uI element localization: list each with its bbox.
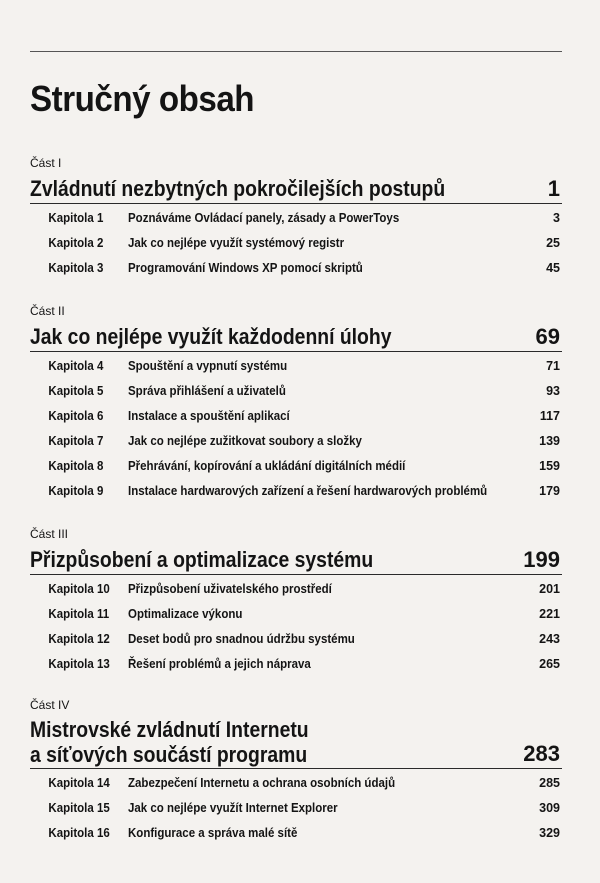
chapter-title: Konfigurace a správa malé sítě: [128, 826, 298, 841]
chapter-row: [30, 607, 562, 632]
chapter-row: [30, 434, 562, 459]
chapter-row: [30, 384, 562, 409]
chapter-list: [30, 582, 562, 682]
chapter-page: 265: [539, 657, 560, 671]
part-heading: [30, 547, 562, 575]
chapter-list: [30, 359, 562, 509]
part-2: [30, 304, 562, 509]
chapter-title: Jak co nejlépe využít Internet Explorer: [128, 801, 338, 816]
chapter-title: Deset bodů pro snadnou údržbu systému: [128, 632, 355, 646]
chapter-title: Jak co nejlépe využít systémový registr: [128, 236, 345, 250]
chapter-page: 159: [539, 459, 560, 473]
chapter-page: 243: [539, 632, 560, 646]
chapter-page: 139: [539, 434, 560, 448]
chapter-page: 45: [546, 261, 560, 275]
chapter-row: [30, 801, 562, 826]
chapter-title: Instalace a spouštění aplikací: [128, 409, 290, 423]
chapter-title: Spouštění a vypnutí systému: [128, 359, 288, 373]
chapter-row: [30, 484, 562, 509]
top-rule: [30, 51, 562, 52]
chapter-number: Kapitola 15: [48, 801, 110, 816]
chapter-row: [30, 409, 562, 434]
chapter-row: [30, 776, 562, 801]
part-page-number: 199: [523, 547, 560, 572]
part-title-line: Přizpůsobení a optimalizace systému: [30, 547, 374, 573]
page-title: Stručný obsah: [30, 78, 255, 119]
chapter-number: Kapitola 6: [48, 409, 104, 423]
chapter-title: Správa přihlášení a uživatelů: [128, 384, 286, 398]
chapter-page: 285: [539, 776, 560, 791]
part-label: Část III: [30, 527, 69, 541]
chapter-title: Řešení problémů a jejich náprava: [128, 657, 311, 671]
part-page-number: 69: [535, 324, 560, 349]
chapter-number: Kapitola 5: [48, 384, 104, 398]
chapter-number: Kapitola 11: [48, 607, 110, 621]
part-title: [30, 177, 445, 202]
chapter-number: Kapitola 7: [48, 434, 104, 448]
chapter-number: Kapitola 1: [48, 211, 104, 225]
chapter-page: 329: [539, 826, 560, 841]
part-title: [30, 718, 309, 767]
chapter-number: Kapitola 2: [48, 236, 104, 250]
chapter-row: [30, 459, 562, 484]
part-heading: [30, 324, 562, 352]
chapter-page: 93: [546, 384, 560, 398]
chapter-title: Přehrávání, kopírování a ukládání digitálních médií: [128, 459, 406, 473]
chapter-row: [30, 359, 562, 384]
chapter-page: 3: [553, 211, 560, 225]
chapter-number: Kapitola 12: [48, 632, 110, 646]
part-heading: [30, 176, 562, 204]
chapter-number: Kapitola 14: [48, 776, 110, 791]
chapter-number: Kapitola 4: [48, 359, 104, 373]
part-heading: [30, 718, 562, 769]
part-page-number: 1: [547, 176, 560, 201]
chapter-number: Kapitola 9: [48, 484, 104, 498]
chapter-page: 25: [546, 236, 560, 250]
part-label: Část IV: [30, 698, 70, 712]
chapter-title: Přizpůsobení uživatelského prostředí: [128, 582, 332, 596]
chapter-number: Kapitola 3: [48, 261, 104, 275]
chapter-page: 179: [539, 484, 560, 498]
chapter-page: 201: [539, 582, 560, 596]
part-label: Část II: [30, 304, 65, 318]
chapter-row: [30, 236, 562, 261]
chapter-title: Programování Windows XP pomocí skriptů: [128, 261, 363, 275]
chapter-list: [30, 211, 562, 286]
part-title: [30, 325, 391, 350]
chapter-row: [30, 582, 562, 607]
part-page-number: 283: [523, 741, 560, 767]
chapter-page: 71: [546, 359, 560, 373]
chapter-row: [30, 261, 562, 286]
chapter-title: Poznáváme Ovládací panely, zásady a PowerToys: [128, 211, 400, 225]
chapter-number: Kapitola 16: [48, 826, 110, 841]
chapter-row: [30, 211, 562, 236]
part-title-line: Jak co nejlépe využít každodenní úlohy: [30, 324, 392, 350]
chapter-title: Instalace hardwarových zařízení a řešení hardwarových problémů: [128, 484, 488, 498]
chapter-row: [30, 657, 562, 682]
part-title-line: Zvládnutí nezbytných pokročilejších postupů: [30, 176, 446, 202]
part-title: [30, 548, 373, 573]
chapter-number: Kapitola 10: [48, 582, 110, 596]
part-3: [30, 527, 562, 682]
chapter-page: 221: [539, 607, 560, 621]
chapter-list: [30, 776, 562, 851]
chapter-title: Optimalizace výkonu: [128, 607, 243, 621]
part-title-line: a síťových součástí programu: [30, 741, 308, 767]
chapter-number: Kapitola 13: [48, 657, 110, 671]
part-label: Část I: [30, 156, 62, 170]
chapter-title: Zabezpečení Internetu a ochrana osobních údajů: [128, 776, 396, 791]
chapter-page: 309: [539, 801, 560, 816]
chapter-page: 117: [539, 409, 560, 423]
chapter-title: Jak co nejlépe zužitkovat soubory a složky: [128, 434, 362, 448]
chapter-number: Kapitola 8: [48, 459, 104, 473]
part-title-line: Mistrovské zvládnutí Internetu: [30, 717, 309, 742]
chapter-row: [30, 632, 562, 657]
chapter-row: [30, 826, 562, 851]
part-1: [30, 156, 562, 286]
part-4: [30, 698, 562, 851]
